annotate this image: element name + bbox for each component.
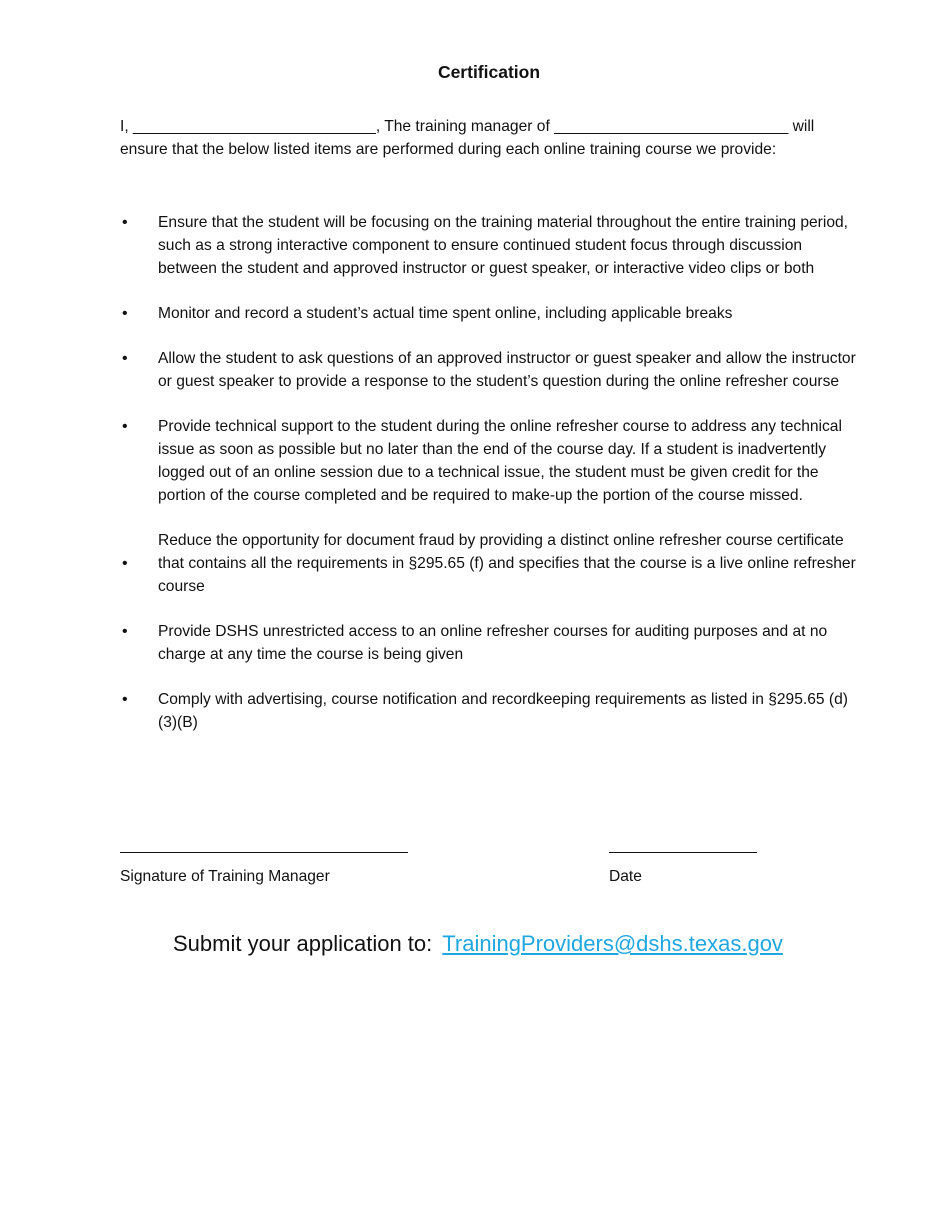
date-label: Date bbox=[609, 868, 642, 885]
list-item bbox=[120, 347, 860, 393]
signature-line[interactable] bbox=[120, 852, 408, 853]
bullet-icon: • bbox=[122, 305, 128, 322]
signature-label: Signature of Training Manager bbox=[120, 868, 330, 885]
bullet-icon: • bbox=[122, 214, 128, 231]
list-item-text: Allow the student to ask questions of an approved instructor or guest speaker and allow the instructor or guest speaker to provide a response to the student’s question during the online refresher course bbox=[158, 350, 856, 390]
submit-email-link[interactable]: TrainingProviders@dshs.texas.gov bbox=[442, 931, 783, 956]
intro-paragraph: I, ____________________________, The training manager of ___________________________ will ensure that the below listed items are performed during each online training course we provide: bbox=[120, 118, 815, 158]
list-item bbox=[120, 529, 860, 598]
list-item bbox=[120, 688, 860, 734]
submit-text: Submit your application to: bbox=[173, 931, 433, 956]
list-item bbox=[120, 302, 860, 325]
submit-instructions bbox=[173, 931, 783, 957]
bullet-icon: • bbox=[122, 555, 128, 572]
bullet-icon: • bbox=[122, 691, 128, 708]
page-title: Certification bbox=[437, 62, 541, 82]
list-item bbox=[120, 415, 860, 507]
list-item-text: Monitor and record a student’s actual time spent online, including applicable breaks bbox=[158, 305, 733, 322]
date-line[interactable] bbox=[609, 852, 757, 853]
requirements-list bbox=[120, 211, 860, 756]
list-item bbox=[120, 211, 860, 280]
bullet-icon: • bbox=[122, 623, 128, 640]
list-item bbox=[120, 620, 860, 666]
list-item-text: Comply with advertising, course notification and recordkeeping requirements as listed in §295.65 (d)(3)(B) bbox=[158, 691, 848, 731]
list-item-text: Provide DSHS unrestricted access to an online refresher courses for auditing purposes and at no charge at any time the course is being given bbox=[158, 623, 828, 663]
bullet-icon: • bbox=[122, 350, 128, 367]
list-item-text: Reduce the opportunity for document fraud by providing a distinct online refresher course certificate that contains all the requirements in §295.65 (f) and specifies that the course is a live online refresher course bbox=[158, 532, 856, 595]
bullet-icon: • bbox=[122, 418, 128, 435]
list-item-text: Ensure that the student will be focusing on the training material throughout the entire training period, such as a strong interactive component to ensure continued student focus through discussion between the student and approved instructor or guest speaker, or interactive video clips or both bbox=[158, 214, 849, 277]
list-item-text: Provide technical support to the student during the online refresher course to address any technical issue as soon as possible but no later than the end of the course day. If a student is inadvertently logged out of an online session due to a technical issue, the student must be given credit for the portion of the course completed and be required to make-up the portion of the course missed. bbox=[158, 418, 842, 504]
